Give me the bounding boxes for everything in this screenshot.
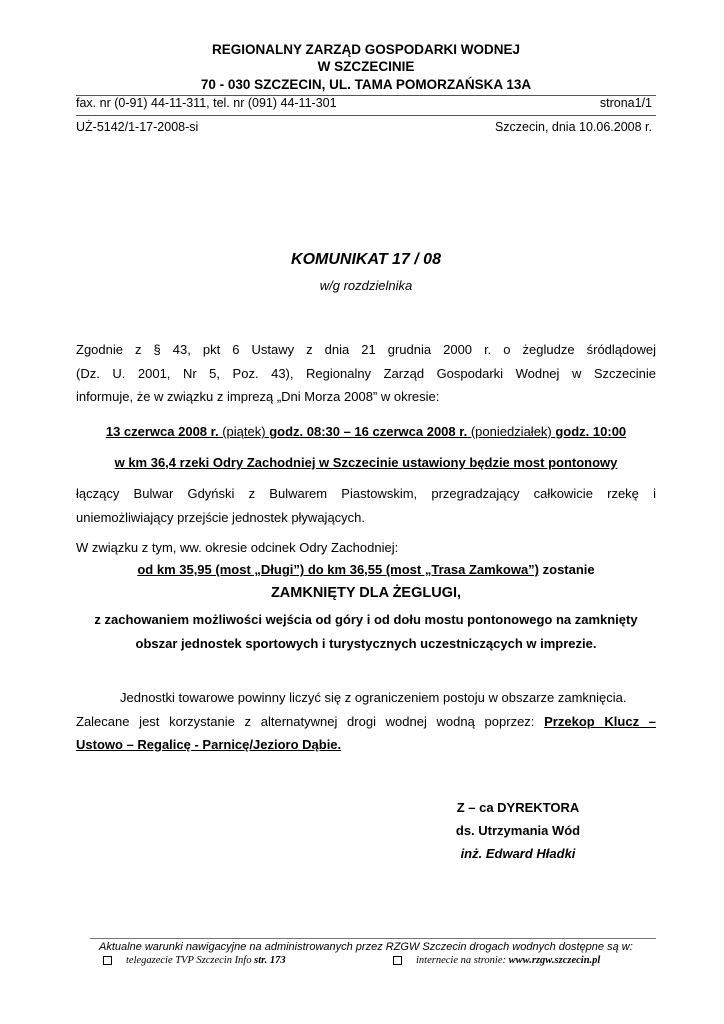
advice-line-1: Jednostki towarowe powinny liczyć się z ograniczeniem postoju w obszarze zamknięcia. (120, 690, 627, 705)
bridge-desc-line-1: łączący Bulwar Gdyński z Bulwarem Piastowskim, przegradzający całkowicie rzekę i (76, 486, 656, 501)
checkbox-icon (393, 956, 402, 965)
route-part-2: Ustowo – Regalicę - Parnicę/Jezioro Dąbie. (76, 737, 342, 752)
org-city: W SZCZECINIE (317, 59, 415, 74)
period-date-start: 13 czerwca 2008 r. (105, 424, 219, 439)
page-title: KOMUNIKAT 17 / 08 (291, 251, 441, 268)
closure-range-line (76, 562, 656, 577)
checkbox-icon (103, 956, 112, 965)
reference-number: UŻ-5142/1-17-2008-si (76, 120, 199, 134)
org-name: REGIONALNY ZARZĄD GOSPODARKI WODNEJ (211, 42, 520, 57)
period-time-end: godz. 10:00 (555, 424, 627, 439)
advice-paragraph (76, 686, 656, 757)
intro-line-3: informuje, że w związku z imprezą „Dni Morza 2008” w okresie: (76, 389, 440, 404)
period-day-end: (poniedziałek) (467, 424, 556, 439)
advice-line-2 (76, 710, 656, 734)
intro-line-2: (Dz. U. 2001, Nr 5, Poz. 43), Regionalny Zarząd Gospodarki Wodnej w Szczecinie (76, 365, 656, 381)
route-part-1: Przekop Klucz – (544, 713, 656, 729)
intro-paragraph (76, 338, 656, 409)
period-day-start: (piątek) (218, 424, 270, 439)
footer-item-web (393, 955, 600, 966)
signature-department: ds. Utrzymania Wód (455, 823, 581, 838)
signature-name: inż. Edward Hładki (460, 846, 576, 861)
footer-divider (90, 938, 656, 939)
closure-notice: ZAMKNIĘTY DLA ŻEGLUGI, (270, 585, 462, 601)
closure-condition-2: obszar jednostek sportowych i turystycznych uczestniczących w imprezie. (135, 636, 597, 651)
contact-divider (76, 115, 656, 116)
bridge-location: w km 36,4 rzeki Odry Zachodniej w Szczecinie ustawiony będzie most pontonowy (114, 455, 618, 470)
bridge-desc-line-2: uniemożliwiający przejście jednostek pływających. (76, 509, 366, 525)
footer-web-url[interactable]: www.rzgw.szczecin.pl (508, 955, 601, 966)
closure-range: od km 35,95 (most „Długi”) do km 36,55 (most „Trasa Zamkowa”) (137, 562, 540, 577)
closure-range-tail: zostanie (539, 562, 595, 577)
footer-tv-page: str. 173 (254, 955, 286, 966)
place-date: Szczecin, dnia 10.06.2008 r. (494, 120, 652, 134)
intro-line-1: Zgodnie z § 43, pkt 6 Ustawy z dnia 21 grudnia 2000 r. o żegludze śródlądowej (76, 342, 656, 357)
footer-item-tv (103, 955, 286, 966)
period-time-range: godz. 08:30 – 16 czerwca 2008 r. (269, 424, 468, 439)
org-address: 70 - 030 SZCZECIN, UL. TAMA POMORZAŃSKA 13A (200, 77, 532, 92)
signature-role: Z – ca DYREKTORA (456, 800, 580, 815)
advice-text: Zalecane jest korzystanie z alternatywnej drogi wodnej wodną poprzez: (76, 713, 545, 729)
period-line (76, 424, 656, 439)
footer-tv-text: telegazecie TVP Szczecin Info (126, 955, 255, 966)
contact-info: fax. nr (0-91) 44-11-311, tel. nr (091) 44-11-301 (76, 96, 337, 110)
page-number: strona1/1 (599, 96, 652, 110)
page-subtitle: w/g rozdzielnika (319, 278, 413, 293)
section-intro: W związku z tym, ww. okresie odcinek Odry Zachodniej: (76, 540, 399, 555)
footer-web-text: internecie na stronie: (416, 955, 509, 966)
closure-condition-1: z zachowaniem możliwości wejścia od góry i od dołu mostu pontonowego na zamknięty (94, 612, 638, 627)
footer-note: Aktualne warunki nawigacyjne na administrowanych przez RZGW Szczecin drogach wodnych dostępne są w: (99, 941, 633, 953)
bridge-description (76, 482, 656, 529)
